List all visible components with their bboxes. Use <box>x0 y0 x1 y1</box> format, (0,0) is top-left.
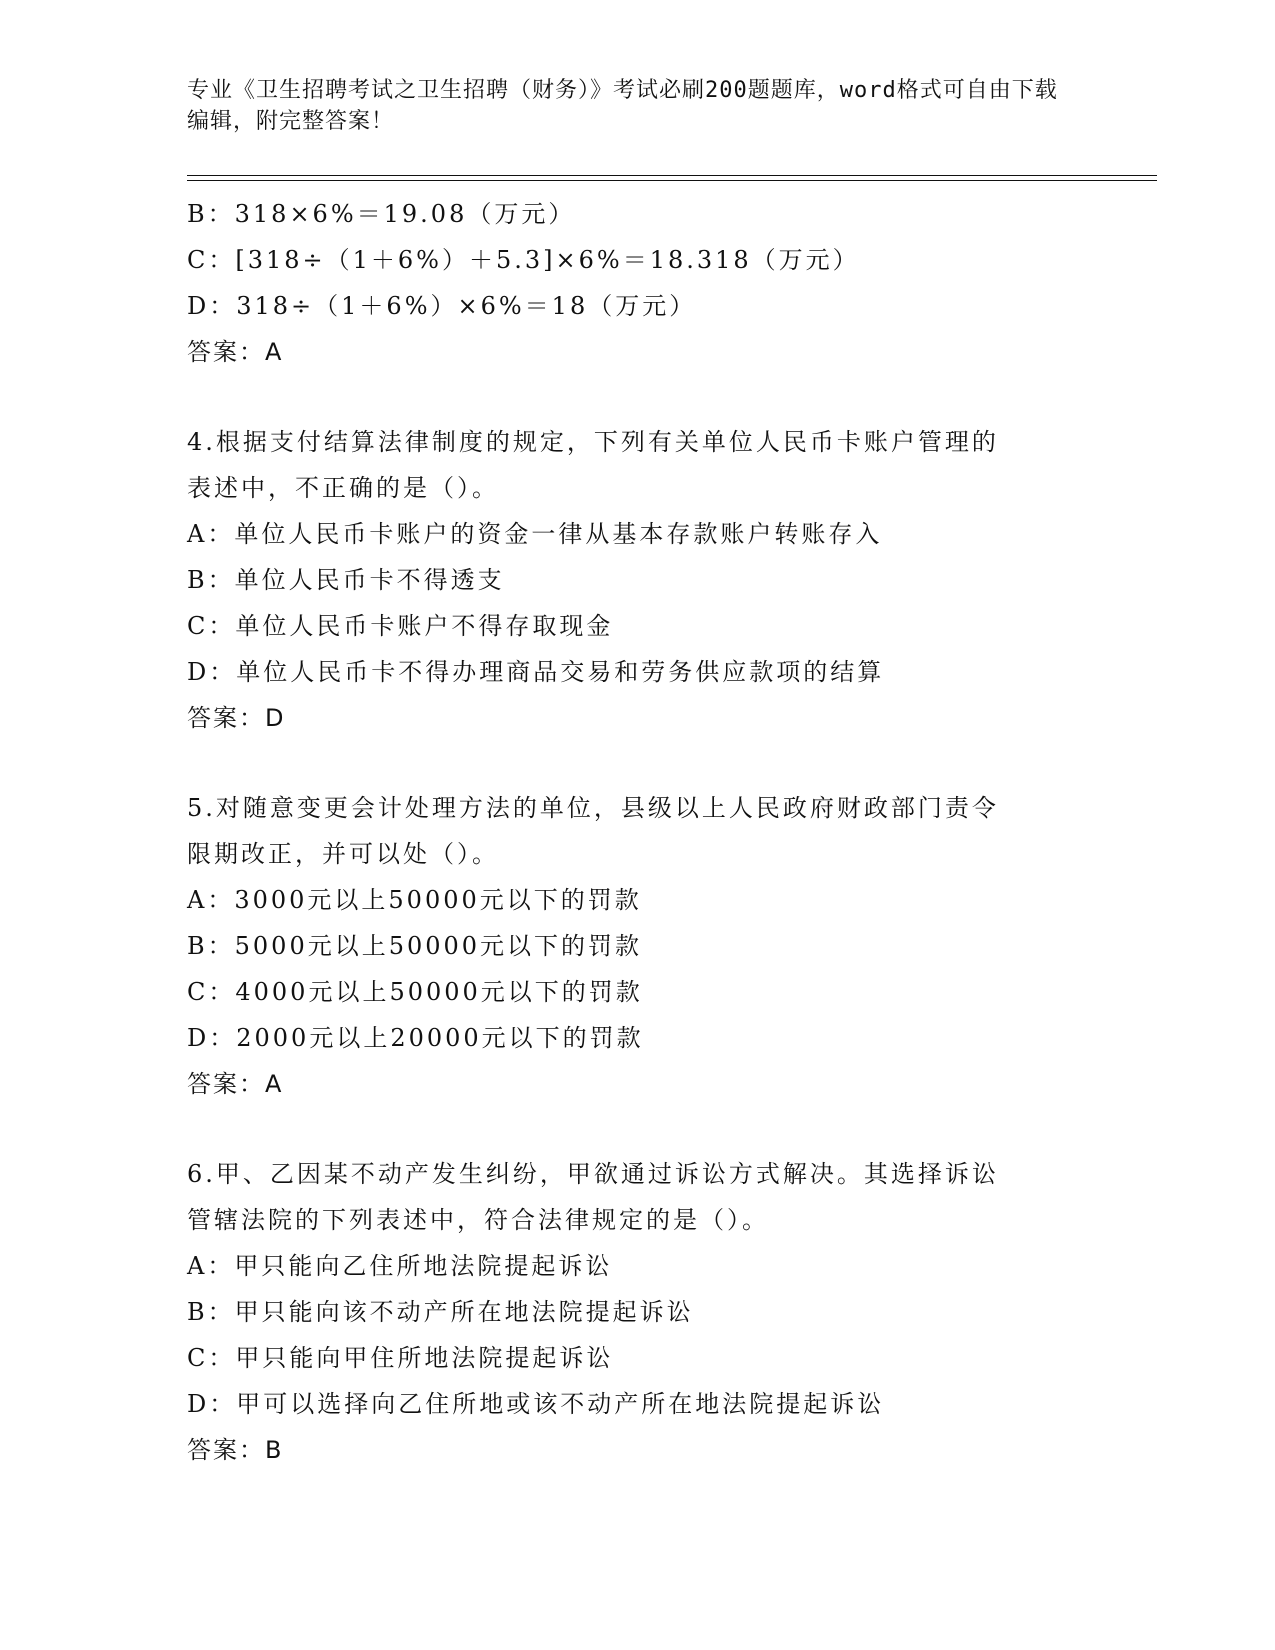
header-rule-top <box>187 175 1157 176</box>
question-stem: 4.根据支付结算法律制度的规定，下列有关单位人民币卡账户管理的 <box>187 428 999 456</box>
question-block-5 <box>187 785 1087 1107</box>
answer-line: 答案：A <box>187 338 284 366</box>
option-c: C：甲只能向甲住所地法院提起诉讼 <box>187 1344 614 1372</box>
answer-line: 答案：A <box>187 1070 284 1098</box>
question-list <box>187 191 1087 1473</box>
answer-line: 答案：B <box>187 1436 284 1464</box>
option-a: A：甲只能向乙住所地法院提起诉讼 <box>187 1252 613 1280</box>
question-stem: 5.对随意变更会计处理方法的单位，县级以上人民政府财政部门责令 <box>187 794 999 822</box>
option-b: B：5000元以上50000元以下的罚款 <box>187 932 643 960</box>
option-a: A：单位人民币卡账户的资金一律从基本存款账户转账存入 <box>187 520 883 548</box>
option-d: D：2000元以上20000元以下的罚款 <box>187 1024 644 1052</box>
option-c: C：4000元以上50000元以下的罚款 <box>187 978 643 1006</box>
question-stem: 6.甲、乙因某不动产发生纠纷，甲欲通过诉讼方式解决。其选择诉讼 <box>187 1160 999 1188</box>
question-block-4 <box>187 419 1087 741</box>
question-stem-cont: 表述中，不正确的是（）。 <box>187 474 499 502</box>
document-header <box>187 75 1067 137</box>
option-b: B：单位人民币卡不得透支 <box>187 566 505 594</box>
option-c: C：单位人民币卡账户不得存取现金 <box>187 612 614 640</box>
question-block-6 <box>187 1151 1087 1473</box>
option-d: D：单位人民币卡不得办理商品交易和劳务供应款项的结算 <box>187 658 885 686</box>
question-stem-cont: 限期改正，并可以处（）。 <box>187 840 499 868</box>
option-b: B：318×6%＝19.08（万元） <box>187 200 576 228</box>
question-block-partial <box>187 191 1087 375</box>
option-c: C：[318÷（1＋6%）＋5.3]×6%＝18.318（万元） <box>187 246 860 274</box>
header-title: 专业《卫生招聘考试之卫生招聘（财务）》考试必刷200题题库，word格式可自由下载编辑，附完整答案！ <box>187 78 1058 134</box>
question-stem-cont: 管辖法院的下列表述中，符合法律规定的是（）。 <box>187 1206 769 1234</box>
header-rule-bottom <box>187 180 1157 181</box>
option-a: A：3000元以上50000元以下的罚款 <box>187 886 642 914</box>
answer-line: 答案：D <box>187 704 286 732</box>
option-d: D：318÷（1＋6%）×6%＝18（万元） <box>187 292 697 320</box>
option-d: D：甲可以选择向乙住所地或该不动产所在地法院提起诉讼 <box>187 1390 885 1418</box>
option-b: B：甲只能向该不动产所在地法院提起诉讼 <box>187 1298 694 1326</box>
